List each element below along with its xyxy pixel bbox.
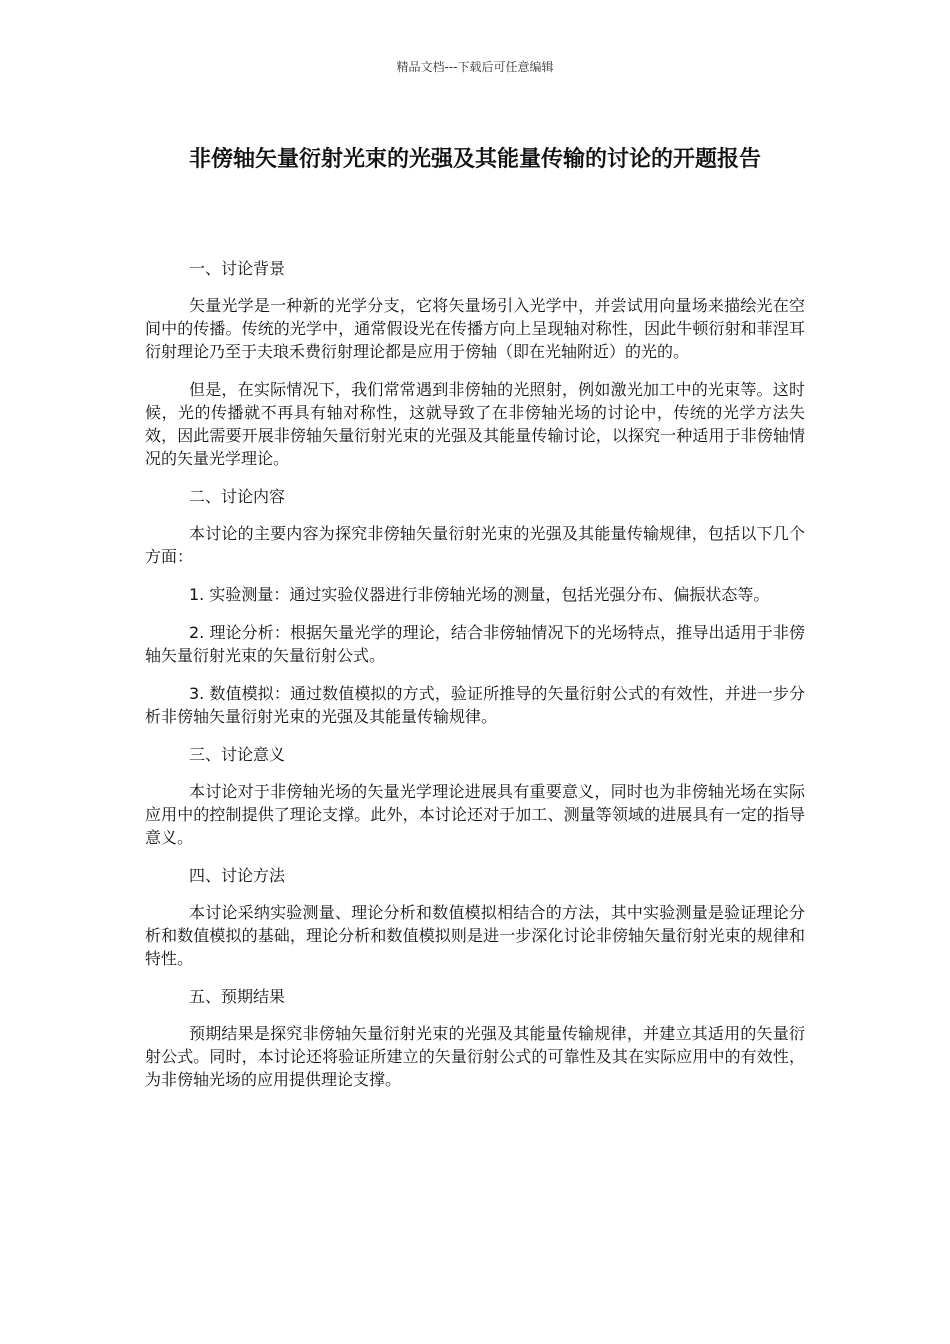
background-paragraph-1: 矢量光学是一种新的光学分支，它将矢量场引入光学中，并尝试用向量场来描绘光在空间中的传播。传统的光学中，通常假设光在传播方向上呈现轴对称性，因此牛顿衍射和菲涅耳衍射理论乃至于夫琅禾费衍射理论都是应用于傍轴（即在光轴附近）的光的。 (145, 296, 805, 361)
background-paragraph-2: 但是，在实际情况下，我们常常遇到非傍轴的光照射，例如激光加工中的光束等。这时候，光的传播就不再具有轴对称性，这就导致了在非傍轴光场的讨论中，传统的光学方法失效，因此需要开展非傍轴矢量衍射光束的光强及其能量传输讨论，以探究一种适用于非傍轴情况的矢量光学理论。 (145, 380, 805, 468)
significance-paragraph: 本讨论对于非傍轴光场的矢量光学理论进展具有重要意义，同时也为非傍轴光场在实际应用中的控制提供了理论支撑。此外，本讨论还对于加工、测量等领域的进展具有一定的指导意义。 (145, 782, 805, 847)
section-heading-results: 五、预期结果 (189, 987, 286, 1006)
section-heading-significance: 三、讨论意义 (189, 745, 286, 764)
content-item-theory: 2. 理论分析：根据矢量光学的理论，结合非傍轴情况下的光场特点，推导出适用于非傍轴矢量衍射光束的矢量衍射公式。 (145, 623, 805, 665)
header-note: 精品文档---下载后可任意编辑 (396, 60, 554, 74)
section-heading-content: 二、讨论内容 (189, 487, 286, 506)
method-paragraph: 本讨论采纳实验测量、理论分析和数值模拟相结合的方法，其中实验测量是验证理论分析和数值模拟的基础，理论分析和数值模拟则是进一步深化讨论非傍轴矢量衍射光束的规律和特性。 (145, 903, 805, 968)
section-heading-background: 一、讨论背景 (189, 259, 286, 278)
document-title: 非傍轴矢量衍射光束的光强及其能量传输的讨论的开题报告 (188, 147, 761, 172)
results-paragraph: 预期结果是探究非傍轴矢量衍射光束的光强及其能量传输规律，并建立其适用的矢量衍射公式。同时，本讨论还将验证所建立的矢量衍射公式的可靠性及其在实际应用中的有效性，为非傍轴光场的应用提供理论支撑。 (145, 1024, 805, 1089)
content-item-experiment: 1. 实验测量：通过实验仪器进行非傍轴光场的测量，包括光强分布、偏振状态等。 (189, 585, 770, 604)
section-heading-method: 四、讨论方法 (189, 866, 286, 885)
content-item-simulation: 3. 数值模拟：通过数值模拟的方式，验证所推导的矢量衍射公式的有效性，并进一步分析非傍轴矢量衍射光束的光强及其能量传输规律。 (145, 684, 805, 726)
document-body (145, 257, 805, 1106)
content-intro-paragraph: 本讨论的主要内容为探究非傍轴矢量衍射光束的光强及其能量传输规律，包括以下几个方面： (145, 524, 805, 566)
